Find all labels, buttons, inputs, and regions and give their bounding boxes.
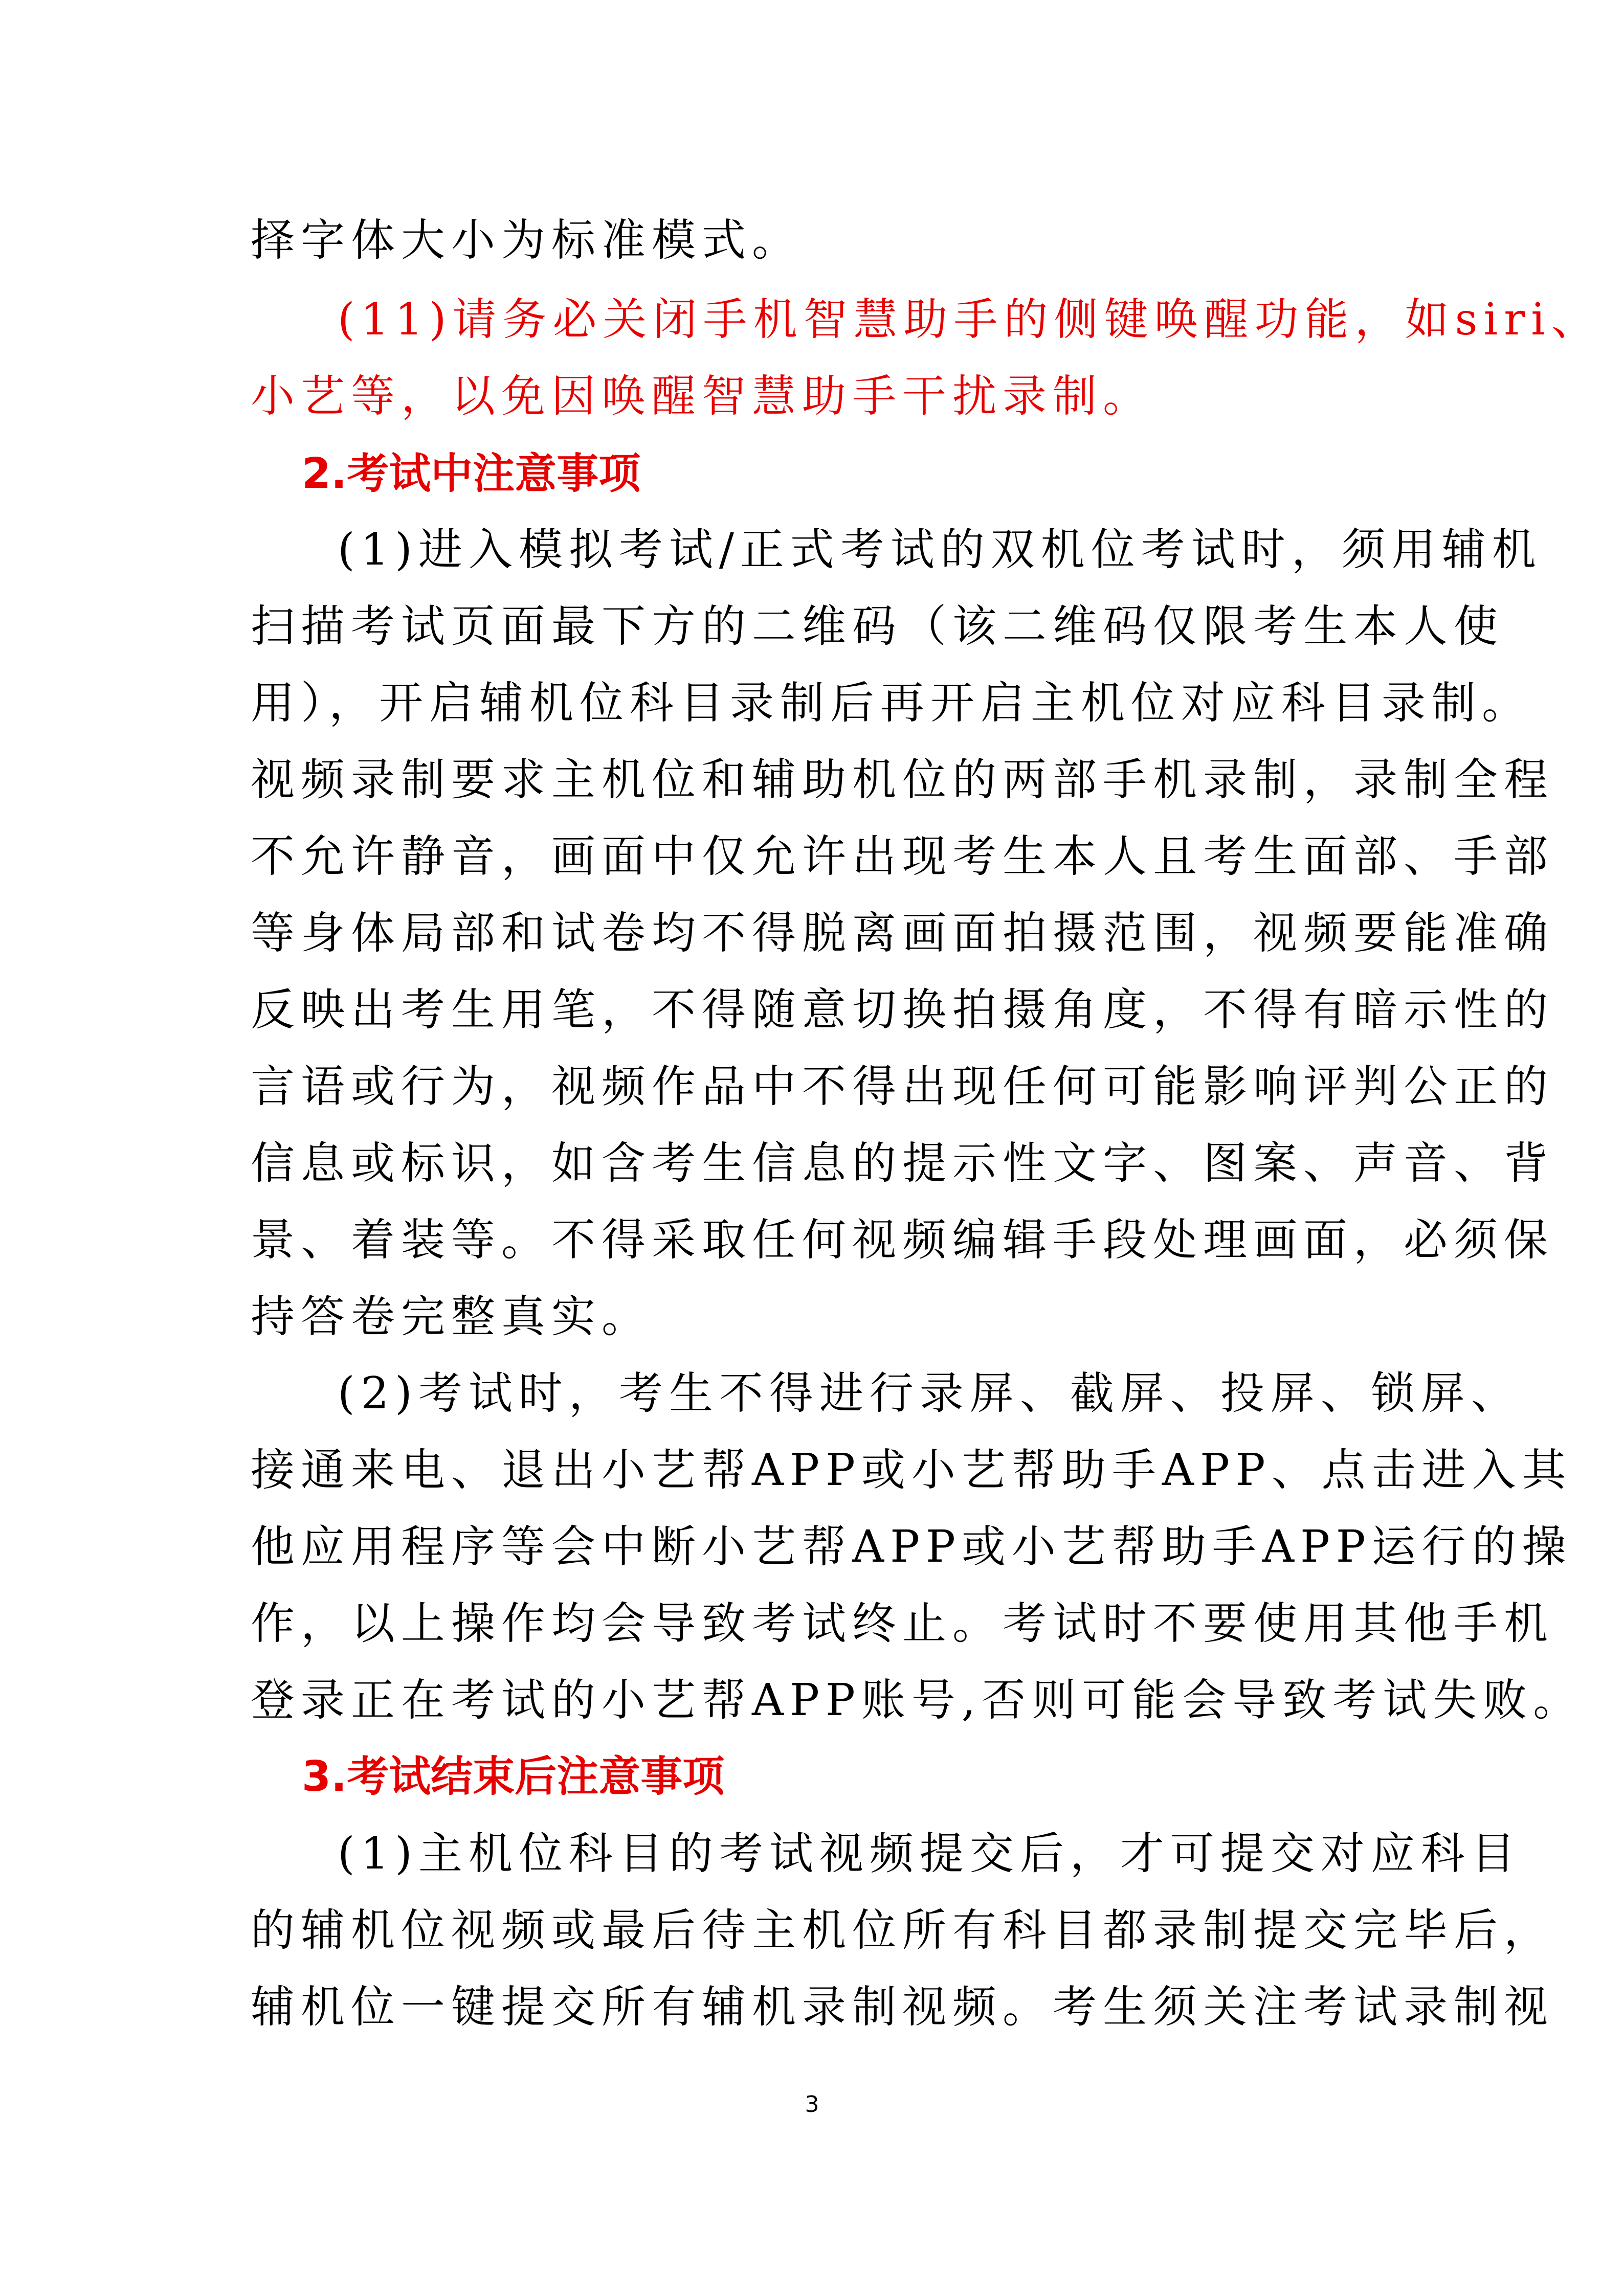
section-3-p1-line-1: (1)主机位科目的考试视频提交后，才可提交对应科目 [338, 1828, 1521, 1879]
section-2-p2-line-4: 作，以上操作均会导致考试终止。考试时不要使用其他手机 [251, 1598, 1554, 1649]
section-2-p2-line-2: 接通来电、退出小艺帮APP或小艺帮助手APP、点击进入其 [251, 1445, 1572, 1496]
section-2-heading: 2.考试中注意事项 [302, 449, 641, 498]
section-2-p2-line-5: 登录正在考试的小艺帮APP账号,否则可能会导致考试失败。 [251, 1675, 1584, 1726]
section-2-p1-line-8: 言语或行为，视频作品中不得出现任何可能影响评判公正的 [251, 1061, 1554, 1112]
section-2-p1-line-4: 视频录制要求主机位和辅助机位的两部手机录制，录制全程 [251, 754, 1554, 805]
section-2-p1-line-9: 信息或标识，如含考生信息的提示性文字、图案、声音、背 [251, 1138, 1554, 1189]
section-2-p2-line-1: (2)考试时，考生不得进行录屏、截屏、投屏、锁屏、 [338, 1368, 1521, 1419]
section-2-p1-line-11: 持答卷完整真实。 [251, 1291, 652, 1342]
note-11-line-1: (11)请务必关闭手机智慧助手的侧键唤醒功能，如siri、 [338, 294, 1601, 345]
section-2-p1-line-6: 等身体局部和试卷均不得脱离画面拍摄范围，视频要能准确 [251, 908, 1554, 959]
section-2-p2-line-3: 他应用程序等会中断小艺帮APP或小艺帮助手APP运行的操 [251, 1521, 1572, 1572]
section-2-p1-line-5: 不允许静音，画面中仅允许出现考生本人且考生面部、手部 [251, 831, 1554, 882]
page-number: 3 [805, 2091, 819, 2118]
section-2-p1-line-7: 反映出考生用笔，不得随意切换拍摄角度，不得有暗示性的 [251, 984, 1554, 1036]
intro-line-1: 择字体大小为标准模式。 [251, 215, 802, 266]
section-2-p1-line-10: 景、着装等。不得采取任何视频编辑手段处理画面，必须保 [251, 1214, 1554, 1266]
section-2-p1-line-1: (1)进入模拟考试/正式考试的双机位考试时，须用辅机 [338, 524, 1542, 575]
note-11-line-2: 小艺等，以免因唤醒智慧助手干扰录制。 [251, 371, 1153, 422]
section-3-p1-line-3: 辅机位一键提交所有辅机录制视频。考生须关注考试录制视 [251, 1982, 1554, 2033]
section-3-p1-line-2: 的辅机位视频或最后待主机位所有科目都录制提交完毕后， [251, 1905, 1554, 1956]
section-2-p1-line-2: 扫描考试页面最下方的二维码（该二维码仅限考生本人使 [251, 601, 1504, 652]
section-2-p1-line-3: 用），开启辅机位科目录制后再开启主机位对应科目录制。 [251, 678, 1532, 729]
section-3-heading: 3.考试结束后注意事项 [302, 1752, 725, 1801]
